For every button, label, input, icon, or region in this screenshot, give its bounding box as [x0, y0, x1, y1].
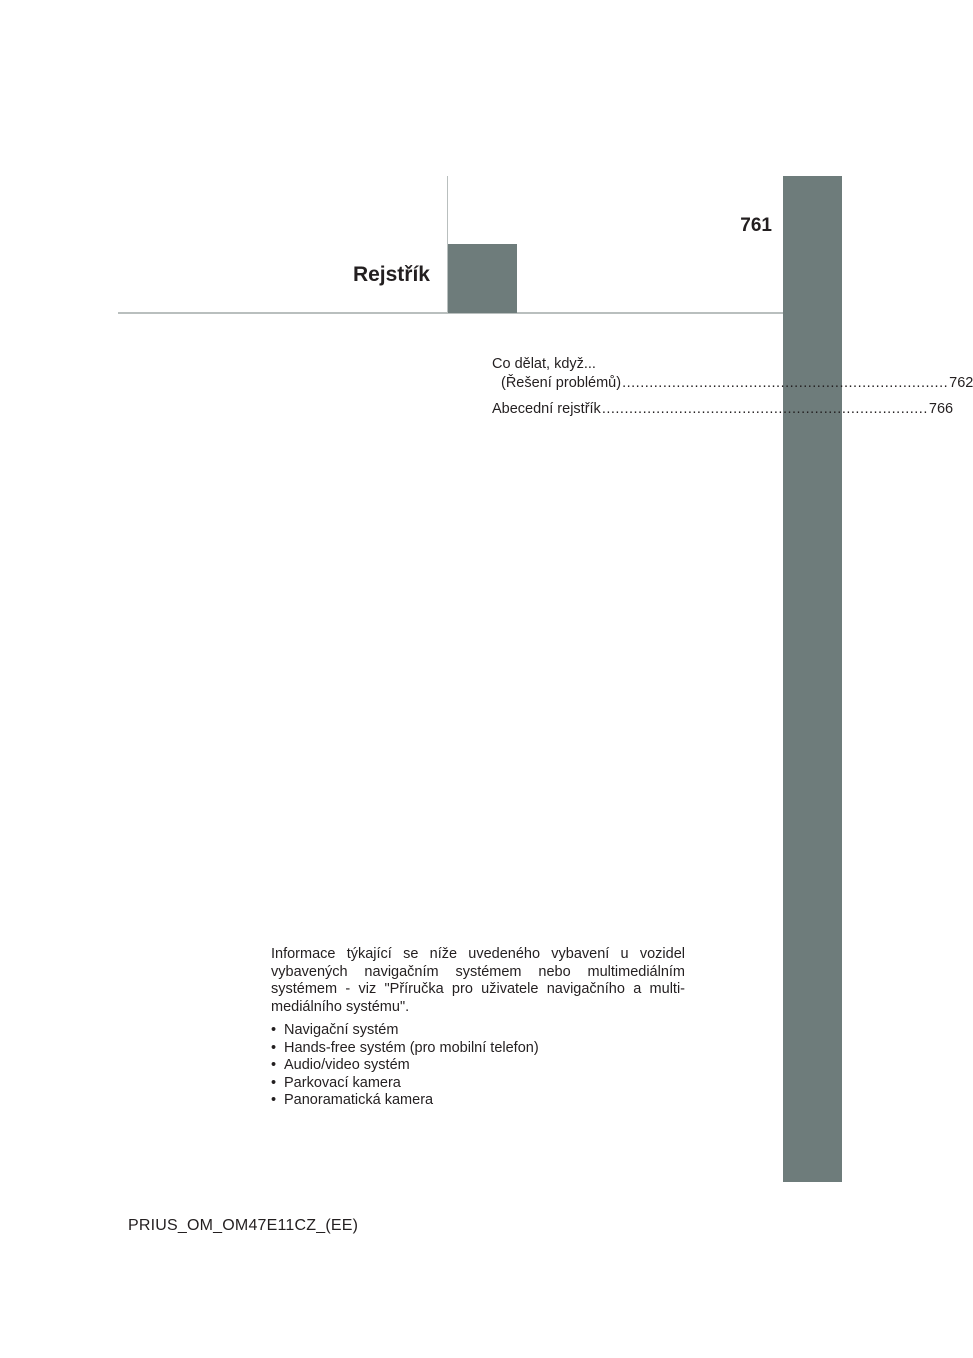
equipment-list: [271, 1022, 685, 1110]
document-code: PRIUS_OM_OM47E11CZ_(EE): [128, 1217, 359, 1234]
list-item: • Audio/video systém: [271, 1057, 685, 1075]
toc-page-number: 762: [949, 375, 973, 391]
info-note: [271, 946, 685, 1110]
toc-entry-subtitle: (Řešení problémů): [501, 375, 622, 391]
section-title: Rejstřík: [352, 263, 430, 286]
info-paragraph: Informace týkající se níže uvedeného vybavení u vozidel vybavených navigačním systémem nebo multimediálním systémem - viz "Příručka pro uživatele navigačního a multi-mediálního systému".: [271, 946, 685, 1015]
toc-leader-dots: ........................................................................: [601, 401, 928, 417]
toc-page-number: 766: [928, 401, 954, 417]
toc-entry-title: Co dělat, když...: [492, 356, 596, 372]
toc-leader-dots: ........................................................................: [622, 375, 949, 391]
list-item: • Navigační systém: [271, 1022, 685, 1040]
list-item: • Hands-free systém (pro mobilní telefon): [271, 1040, 685, 1058]
toc-entry-troubleshooting[interactable]: [492, 355, 973, 393]
list-item: • Parkovací kamera: [271, 1075, 685, 1093]
table-of-contents: [492, 355, 973, 426]
list-item: • Panoramatická kamera: [271, 1092, 685, 1110]
chapter-side-tab: [783, 176, 842, 1182]
page-number: 761: [740, 215, 772, 236]
toc-entry-title: Abecední rejstřík: [492, 401, 601, 417]
toc-entry-alphabetical-index[interactable]: [492, 400, 954, 419]
section-marker-block: [448, 244, 517, 313]
